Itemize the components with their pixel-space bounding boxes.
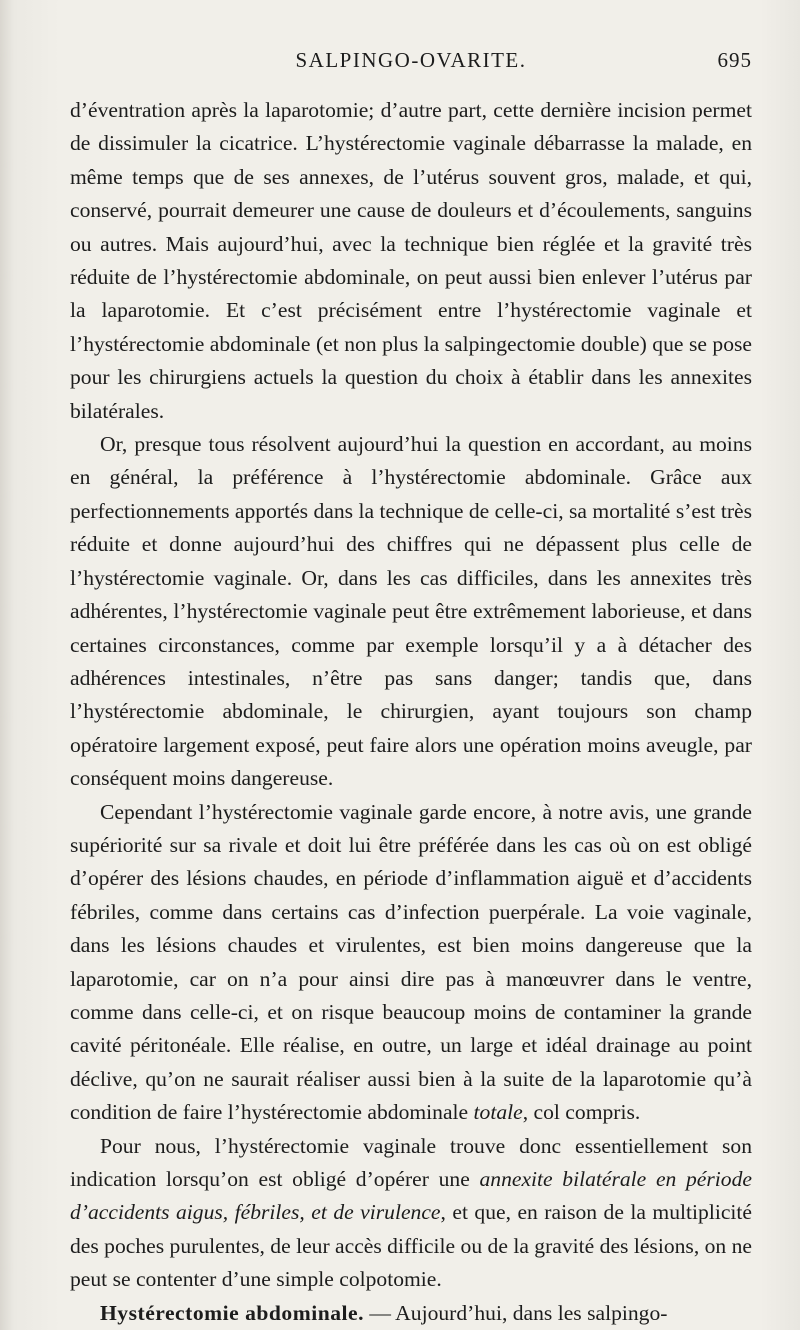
paragraph-1	[70, 94, 752, 428]
body-text	[70, 94, 752, 1330]
paragraph-1-text: d’éventration après la laparotomie; d’autre part, cette dernière incision permet de dissimuler la cicatrice. L’hystérectomie vaginale débarrasse la malade, en même temps que de ses annexes, de l’utérus souvent gros, malade, et qui, conservé, pourrait demeurer une cause de douleurs et d’écoulements, sanguins ou autres. Mais aujourd’hui, avec la technique bien réglée et la gravité très réduite de l’hystérectomie abdominale, on peut aussi bien enlever l’utérus par la laparotomie. Et c’est précisément entre l’hystérectomie vaginale et l’hystérectomie abdominale (et non plus la salpingectomie double) que se pose pour les chirurgiens actuels la question du choix à établir dans les annexites bilatérales.	[70, 98, 752, 423]
paragraph-5	[70, 1297, 752, 1330]
paragraph-4-emphasis: annexite bilatérale en période d’accidents aigus, fébriles, et de virulence	[70, 1167, 752, 1225]
running-title: SALPINGO-OVARITE.	[295, 48, 527, 72]
paragraph-5-text: — Aujourd’hui, dans les salpingo-	[363, 1300, 668, 1325]
paragraph-3-text-b: , col compris.	[522, 1100, 641, 1125]
paragraph-4-text-a: Pour nous, l’hystérectomie vaginale trouve donc essentiellement son indication lorsqu’on est obligé d’opérer une	[70, 1133, 752, 1191]
paragraph-3	[70, 796, 752, 1130]
paragraph-4	[70, 1130, 752, 1297]
page-number: 695	[717, 48, 752, 72]
page-header	[70, 26, 752, 72]
section-heading: Hystérectomie abdominale.	[100, 1300, 364, 1325]
paragraph-2	[70, 428, 752, 795]
paragraph-2-text: Or, presque tous résolvent aujourd’hui la question en accordant, au moins en général, la préférence à l’hystérectomie abdominale. Grâce aux perfectionnements apportés dans la technique de celle-ci, sa mortalité s’est très réduite et donne aujourd’hui des chiffres qui ne dépassent plus celle de l’hystérectomie vaginale. Or, dans les cas difficiles, dans les annexites très adhérentes, l’hystérectomie vaginale peut être extrêmement laborieuse, et dans certaines circonstances, comme par exemple lorsqu’il y a à détacher des adhérences intestinales, n’être pas sans danger; tandis que, dans l’hystérectomie abdominale, le chirurgien, ayant toujours son champ opératoire largement exposé, peut faire alors une opération moins aveugle, par conséquent moins dangereuse.	[70, 432, 752, 791]
paragraph-3-emphasis: totale	[473, 1100, 523, 1125]
paragraph-4-text-b: , et que, en raison de la multiplicité des poches purulentes, de leur accès difficile ou de la gravité des lésions, on ne peut se contenter d’une simple colpotomie.	[70, 1200, 752, 1292]
paragraph-3-text-a: Cependant l’hystérectomie vaginale garde encore, à notre avis, une grande supériorité sur sa rivale et doit lui être préférée dans les cas où on est obligé d’opérer des lésions chaudes, en période d’inflammation aiguë et d’accidents fébriles, comme dans certains cas d’infection puerpérale. La voie vaginale, dans les lésions chaudes et virulentes, est bien moins dangereuse que la laparotomie, car on n’a pour ainsi dire pas à manœuvrer dans le ventre, comme dans celle-ci, et on risque beaucoup moins de contaminer la grande cavité péritonéale. Elle réalise, en outre, un large et idéal drainage au point déclive, qu’on ne saurait réaliser aussi bien à la suite de la laparotomie qu’à condition de faire l’hystérectomie abdominale	[70, 799, 752, 1125]
